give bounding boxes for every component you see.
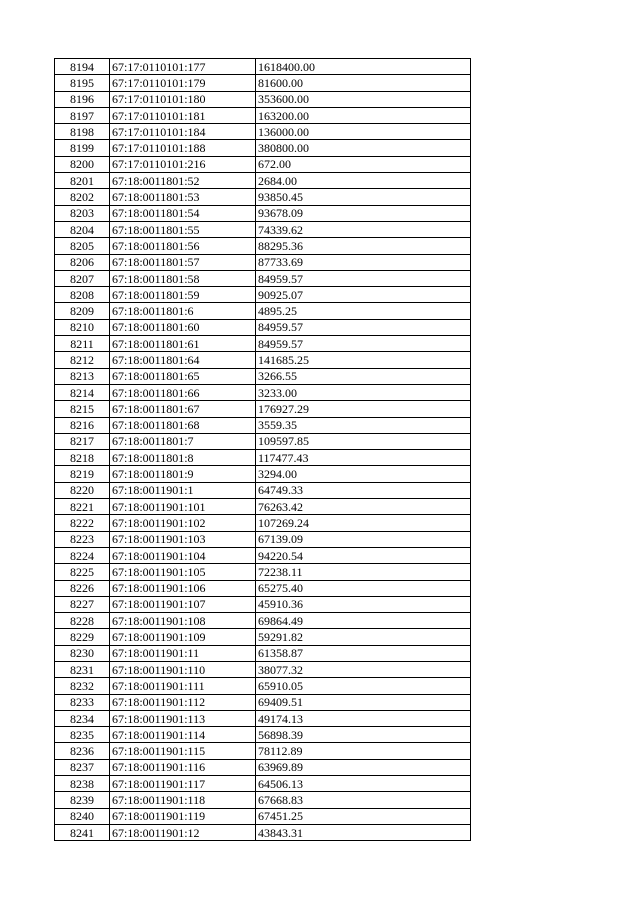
table-row bbox=[55, 384, 471, 400]
row-number-cell: 8225 bbox=[55, 564, 110, 580]
table-row bbox=[55, 303, 471, 319]
table-row bbox=[55, 221, 471, 237]
table-row bbox=[55, 417, 471, 433]
cadastral-number-cell: 67:18:0011801:67 bbox=[110, 401, 256, 417]
row-number-cell: 8237 bbox=[55, 759, 110, 775]
cadastral-number-cell: 67:18:0011901:12 bbox=[110, 824, 256, 840]
cadastral-number-cell: 67:18:0011901:115 bbox=[110, 743, 256, 759]
cadastral-number-cell: 67:17:0110101:188 bbox=[110, 140, 256, 156]
table-row bbox=[55, 352, 471, 368]
amount-value-cell: 67451.25 bbox=[256, 808, 471, 824]
amount-value-cell: 67668.83 bbox=[256, 792, 471, 808]
table-row bbox=[55, 156, 471, 172]
amount-value-cell: 88295.36 bbox=[256, 238, 471, 254]
row-number-cell: 8209 bbox=[55, 303, 110, 319]
amount-value-cell: 163200.00 bbox=[256, 107, 471, 123]
cadastral-number-cell: 67:18:0011901:109 bbox=[110, 629, 256, 645]
amount-value-cell: 65910.05 bbox=[256, 678, 471, 694]
cadastral-number-cell: 67:18:0011801:9 bbox=[110, 466, 256, 482]
row-number-cell: 8215 bbox=[55, 401, 110, 417]
table-row bbox=[55, 140, 471, 156]
cadastral-number-cell: 67:18:0011801:53 bbox=[110, 189, 256, 205]
amount-value-cell: 61358.87 bbox=[256, 645, 471, 661]
cadastral-number-cell: 67:18:0011801:52 bbox=[110, 173, 256, 189]
row-number-cell: 8234 bbox=[55, 710, 110, 726]
cadastral-number-cell: 67:18:0011901:106 bbox=[110, 580, 256, 596]
amount-value-cell: 94220.54 bbox=[256, 547, 471, 563]
cadastral-number-cell: 67:18:0011901:103 bbox=[110, 531, 256, 547]
records-table bbox=[54, 58, 471, 841]
table-row bbox=[55, 205, 471, 221]
row-number-cell: 8201 bbox=[55, 173, 110, 189]
table-row bbox=[55, 645, 471, 661]
row-number-cell: 8230 bbox=[55, 645, 110, 661]
row-number-cell: 8200 bbox=[55, 156, 110, 172]
row-number-cell: 8197 bbox=[55, 107, 110, 123]
cadastral-number-cell: 67:18:0011901:112 bbox=[110, 694, 256, 710]
row-number-cell: 8232 bbox=[55, 678, 110, 694]
amount-value-cell: 59291.82 bbox=[256, 629, 471, 645]
row-number-cell: 8220 bbox=[55, 482, 110, 498]
row-number-cell: 8226 bbox=[55, 580, 110, 596]
row-number-cell: 8216 bbox=[55, 417, 110, 433]
amount-value-cell: 176927.29 bbox=[256, 401, 471, 417]
table-row bbox=[55, 661, 471, 677]
cadastral-number-cell: 67:18:0011801:8 bbox=[110, 450, 256, 466]
table-row bbox=[55, 107, 471, 123]
table-row bbox=[55, 319, 471, 335]
row-number-cell: 8194 bbox=[55, 59, 110, 75]
amount-value-cell: 76263.42 bbox=[256, 499, 471, 515]
table-row bbox=[55, 531, 471, 547]
amount-value-cell: 65275.40 bbox=[256, 580, 471, 596]
amount-value-cell: 2684.00 bbox=[256, 173, 471, 189]
table-row bbox=[55, 776, 471, 792]
amount-value-cell: 3559.35 bbox=[256, 417, 471, 433]
amount-value-cell: 64749.33 bbox=[256, 482, 471, 498]
amount-value-cell: 74339.62 bbox=[256, 221, 471, 237]
table-row bbox=[55, 466, 471, 482]
row-number-cell: 8202 bbox=[55, 189, 110, 205]
table-row bbox=[55, 678, 471, 694]
table-row bbox=[55, 450, 471, 466]
table-row bbox=[55, 336, 471, 352]
row-number-cell: 8199 bbox=[55, 140, 110, 156]
cadastral-number-cell: 67:18:0011801:55 bbox=[110, 221, 256, 237]
row-number-cell: 8208 bbox=[55, 287, 110, 303]
table-row bbox=[55, 515, 471, 531]
row-number-cell: 8238 bbox=[55, 776, 110, 792]
table-row bbox=[55, 189, 471, 205]
row-number-cell: 8213 bbox=[55, 368, 110, 384]
row-number-cell: 8241 bbox=[55, 824, 110, 840]
amount-value-cell: 3294.00 bbox=[256, 466, 471, 482]
row-number-cell: 8211 bbox=[55, 336, 110, 352]
cadastral-number-cell: 67:18:0011901:108 bbox=[110, 613, 256, 629]
table-row bbox=[55, 792, 471, 808]
cadastral-number-cell: 67:18:0011901:102 bbox=[110, 515, 256, 531]
amount-value-cell: 4895.25 bbox=[256, 303, 471, 319]
amount-value-cell: 49174.13 bbox=[256, 710, 471, 726]
row-number-cell: 8222 bbox=[55, 515, 110, 531]
cadastral-number-cell: 67:18:0011901:101 bbox=[110, 499, 256, 515]
cadastral-number-cell: 67:18:0011801:58 bbox=[110, 270, 256, 286]
amount-value-cell: 136000.00 bbox=[256, 124, 471, 140]
table-row bbox=[55, 75, 471, 91]
table-row bbox=[55, 433, 471, 449]
cadastral-number-cell: 67:18:0011801:6 bbox=[110, 303, 256, 319]
table-row bbox=[55, 547, 471, 563]
cadastral-number-cell: 67:18:0011901:117 bbox=[110, 776, 256, 792]
table-row bbox=[55, 743, 471, 759]
row-number-cell: 8205 bbox=[55, 238, 110, 254]
amount-value-cell: 107269.24 bbox=[256, 515, 471, 531]
row-number-cell: 8223 bbox=[55, 531, 110, 547]
row-number-cell: 8227 bbox=[55, 596, 110, 612]
amount-value-cell: 64506.13 bbox=[256, 776, 471, 792]
amount-value-cell: 87733.69 bbox=[256, 254, 471, 270]
amount-value-cell: 72238.11 bbox=[256, 564, 471, 580]
cadastral-number-cell: 67:17:0110101:179 bbox=[110, 75, 256, 91]
table-row bbox=[55, 759, 471, 775]
cadastral-number-cell: 67:17:0110101:181 bbox=[110, 107, 256, 123]
table-row bbox=[55, 499, 471, 515]
cadastral-number-cell: 67:17:0110101:177 bbox=[110, 59, 256, 75]
row-number-cell: 8231 bbox=[55, 661, 110, 677]
amount-value-cell: 109597.85 bbox=[256, 433, 471, 449]
amount-value-cell: 38077.32 bbox=[256, 661, 471, 677]
row-number-cell: 8206 bbox=[55, 254, 110, 270]
cadastral-number-cell: 67:18:0011901:110 bbox=[110, 661, 256, 677]
cadastral-number-cell: 67:18:0011801:65 bbox=[110, 368, 256, 384]
amount-value-cell: 56898.39 bbox=[256, 727, 471, 743]
cadastral-number-cell: 67:18:0011901:111 bbox=[110, 678, 256, 694]
table-row bbox=[55, 694, 471, 710]
cadastral-number-cell: 67:18:0011801:66 bbox=[110, 384, 256, 400]
row-number-cell: 8229 bbox=[55, 629, 110, 645]
row-number-cell: 8195 bbox=[55, 75, 110, 91]
table-row bbox=[55, 173, 471, 189]
table-row bbox=[55, 238, 471, 254]
row-number-cell: 8233 bbox=[55, 694, 110, 710]
row-number-cell: 8207 bbox=[55, 270, 110, 286]
cadastral-number-cell: 67:18:0011801:61 bbox=[110, 336, 256, 352]
amount-value-cell: 84959.57 bbox=[256, 319, 471, 335]
row-number-cell: 8214 bbox=[55, 384, 110, 400]
row-number-cell: 8221 bbox=[55, 499, 110, 515]
row-number-cell: 8219 bbox=[55, 466, 110, 482]
table-row bbox=[55, 564, 471, 580]
table-row bbox=[55, 613, 471, 629]
table-row bbox=[55, 124, 471, 140]
amount-value-cell: 93678.09 bbox=[256, 205, 471, 221]
amount-value-cell: 43843.31 bbox=[256, 824, 471, 840]
cadastral-number-cell: 67:18:0011801:68 bbox=[110, 417, 256, 433]
amount-value-cell: 84959.57 bbox=[256, 270, 471, 286]
cadastral-number-cell: 67:18:0011901:113 bbox=[110, 710, 256, 726]
cadastral-number-cell: 67:17:0110101:216 bbox=[110, 156, 256, 172]
amount-value-cell: 380800.00 bbox=[256, 140, 471, 156]
table-row bbox=[55, 254, 471, 270]
cadastral-number-cell: 67:18:0011901:104 bbox=[110, 547, 256, 563]
row-number-cell: 8235 bbox=[55, 727, 110, 743]
amount-value-cell: 45910.36 bbox=[256, 596, 471, 612]
row-number-cell: 8240 bbox=[55, 808, 110, 824]
table-row bbox=[55, 91, 471, 107]
cadastral-number-cell: 67:18:0011801:57 bbox=[110, 254, 256, 270]
row-number-cell: 8224 bbox=[55, 547, 110, 563]
row-number-cell: 8204 bbox=[55, 221, 110, 237]
cadastral-number-cell: 67:18:0011901:118 bbox=[110, 792, 256, 808]
row-number-cell: 8198 bbox=[55, 124, 110, 140]
row-number-cell: 8217 bbox=[55, 433, 110, 449]
row-number-cell: 8228 bbox=[55, 613, 110, 629]
row-number-cell: 8218 bbox=[55, 450, 110, 466]
table-row bbox=[55, 580, 471, 596]
table-row bbox=[55, 59, 471, 75]
table-row bbox=[55, 596, 471, 612]
table-row bbox=[55, 808, 471, 824]
amount-value-cell: 69409.51 bbox=[256, 694, 471, 710]
amount-value-cell: 353600.00 bbox=[256, 91, 471, 107]
cadastral-number-cell: 67:18:0011901:114 bbox=[110, 727, 256, 743]
table-row bbox=[55, 824, 471, 840]
row-number-cell: 8239 bbox=[55, 792, 110, 808]
cadastral-number-cell: 67:18:0011801:59 bbox=[110, 287, 256, 303]
cadastral-number-cell: 67:18:0011801:56 bbox=[110, 238, 256, 254]
records-table-body bbox=[55, 59, 471, 841]
amount-value-cell: 1618400.00 bbox=[256, 59, 471, 75]
table-row bbox=[55, 710, 471, 726]
cadastral-number-cell: 67:18:0011901:105 bbox=[110, 564, 256, 580]
cadastral-number-cell: 67:18:0011901:1 bbox=[110, 482, 256, 498]
table-row bbox=[55, 270, 471, 286]
cadastral-number-cell: 67:18:0011801:7 bbox=[110, 433, 256, 449]
row-number-cell: 8196 bbox=[55, 91, 110, 107]
amount-value-cell: 81600.00 bbox=[256, 75, 471, 91]
table-row bbox=[55, 629, 471, 645]
amount-value-cell: 117477.43 bbox=[256, 450, 471, 466]
table-row bbox=[55, 368, 471, 384]
amount-value-cell: 3233.00 bbox=[256, 384, 471, 400]
table-row bbox=[55, 401, 471, 417]
table-row bbox=[55, 727, 471, 743]
amount-value-cell: 93850.45 bbox=[256, 189, 471, 205]
cadastral-number-cell: 67:18:0011901:119 bbox=[110, 808, 256, 824]
amount-value-cell: 672.00 bbox=[256, 156, 471, 172]
cadastral-number-cell: 67:18:0011901:107 bbox=[110, 596, 256, 612]
cadastral-number-cell: 67:18:0011801:60 bbox=[110, 319, 256, 335]
table-row bbox=[55, 482, 471, 498]
cadastral-number-cell: 67:18:0011801:54 bbox=[110, 205, 256, 221]
cadastral-number-cell: 67:17:0110101:180 bbox=[110, 91, 256, 107]
cadastral-number-cell: 67:18:0011801:64 bbox=[110, 352, 256, 368]
amount-value-cell: 63969.89 bbox=[256, 759, 471, 775]
row-number-cell: 8236 bbox=[55, 743, 110, 759]
cadastral-number-cell: 67:17:0110101:184 bbox=[110, 124, 256, 140]
cadastral-number-cell: 67:18:0011901:11 bbox=[110, 645, 256, 661]
amount-value-cell: 3266.55 bbox=[256, 368, 471, 384]
amount-value-cell: 67139.09 bbox=[256, 531, 471, 547]
amount-value-cell: 78112.89 bbox=[256, 743, 471, 759]
row-number-cell: 8212 bbox=[55, 352, 110, 368]
amount-value-cell: 90925.07 bbox=[256, 287, 471, 303]
table-row bbox=[55, 287, 471, 303]
cadastral-number-cell: 67:18:0011901:116 bbox=[110, 759, 256, 775]
row-number-cell: 8203 bbox=[55, 205, 110, 221]
amount-value-cell: 141685.25 bbox=[256, 352, 471, 368]
amount-value-cell: 69864.49 bbox=[256, 613, 471, 629]
amount-value-cell: 84959.57 bbox=[256, 336, 471, 352]
row-number-cell: 8210 bbox=[55, 319, 110, 335]
